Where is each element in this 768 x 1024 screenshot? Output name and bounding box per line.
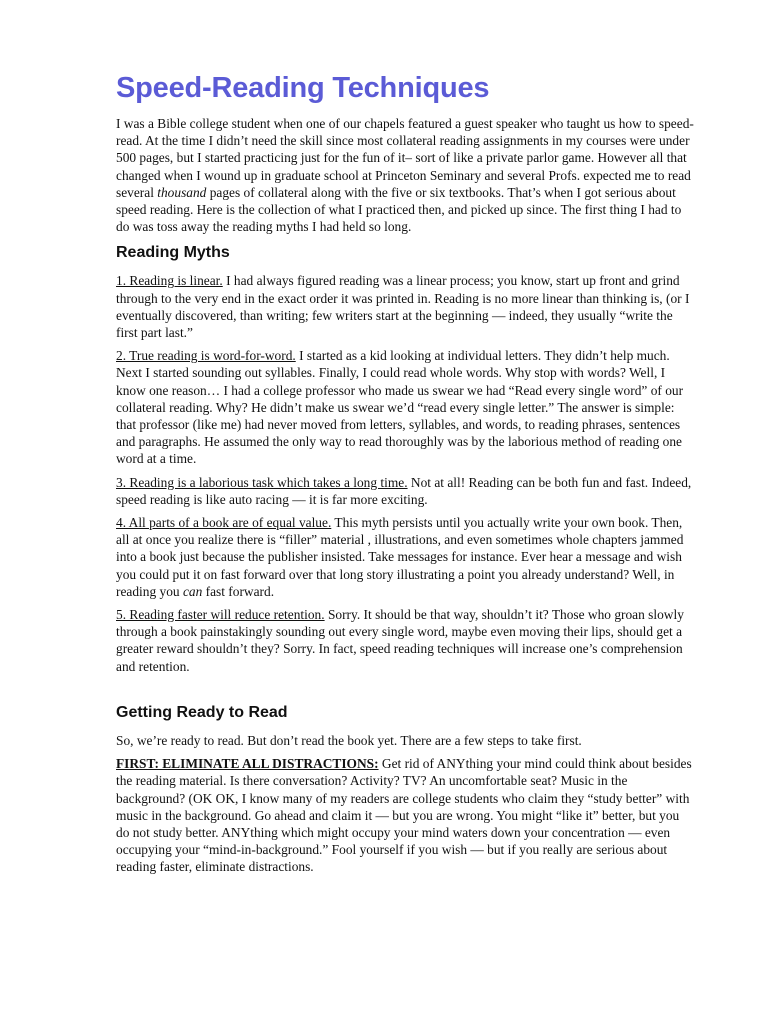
getting-ready-intro: So, we’re ready to read. But don’t read the book yet. There are a few steps to take first. (116, 732, 582, 748)
myth-paragraph-4 (116, 514, 694, 600)
myth-body-2: I started as a kid looking at individual letters. They didn’t help much. Next I started sounding out syllables. Finally, I could read whole words. Why stop with words? Well, I know one reason… I had a college professor who made us swear we had “Read every single word” of our collateral reading. Why? He didn’t make us swear we’d “read every single letter.” The answer is simple: that professor (like me) had never moved from letters, syllables, and words, to reading phrases, sentences and paragraphs. He assumed the only way to read thoroughly was by the laborious method of reading one word at a time. (116, 348, 684, 467)
myth-lead-2: 2. True reading is word-for-word. (116, 348, 296, 364)
myth-lead-3: 3. Reading is a laborious task which takes a long time. (116, 474, 408, 490)
myth-body-4: This myth persists until you actually write your own book. Then, all at once you realize there is “filler” material , illustrations, and even sometimes whole chapters jammed into a book just because the publisher insisted. Take messages for instance. Ever hear a message and wish you could put it on fast forward over that long story illustrating a point you already understand? Well, in reading you (116, 515, 684, 599)
page-title: Speed-Reading Techniques (116, 72, 490, 104)
step-lead-first: FIRST: ELIMINATE ALL DISTRACTIONS: (116, 756, 379, 772)
section-heading-getting-ready: Getting Ready to Read (116, 703, 288, 721)
myth-body-1: I had always figured reading was a linear process; you know, start up front and grind through to the very end in the exact order it was printed in. Reading is no more linear than thinking is, (or I eventually discovered, than writing; few writers start at the beginning — indeed, they usually “write the first part last.” (116, 273, 690, 341)
myth-paragraph-3 (116, 474, 694, 508)
step-paragraph-first (116, 755, 694, 875)
intro-emphasis: thousand (157, 184, 207, 200)
myth-tail-4: fast forward. (202, 583, 275, 599)
myth-paragraph-2 (116, 347, 694, 467)
intro-paragraph (116, 115, 694, 235)
intro-text-a: I was a Bible college student when one of our chapels featured a guest speaker who taught us how to speed-read. At the time I didn’t need the skill since most collateral reading assignments in my courses were under 500 pages, but I started practicing just for the fun of it– sort of like a private parlor game. However all that changed when I wound up in graduate school at Princeton Seminary and several Profs. expected me to read several (116, 116, 694, 200)
myth-body-3: Not at all! Reading can be both fun and fast. Indeed, speed reading is like auto racing — it is far more exciting. (116, 474, 692, 507)
myth-emphasis-4: can (182, 583, 203, 599)
intro-text-b: pages of collateral along with the five or six textbooks. That’s when I got serious about speed reading. Here is the collection of what I practiced then, and picked up since. The first thing I had to do was toss away the reading myths I had held so long. (116, 184, 682, 235)
myth-lead-5: 5. Reading faster will reduce retention. (116, 607, 325, 623)
myth-lead-1: 1. Reading is linear. (116, 273, 223, 289)
myth-paragraph-5 (116, 606, 694, 675)
myth-paragraph-1 (116, 272, 694, 341)
section-heading-reading-myths: Reading Myths (116, 244, 230, 262)
myth-lead-4: 4. All parts of a book are of equal value. (116, 515, 332, 531)
document-page (116, 70, 694, 882)
step-body-first: Get rid of ANYthing your mind could think about besides the reading material. Is there conversation? Activity? TV? An uncomfortable seat? Music in the background? (OK OK, I know many of my readers are college students who claim they “study better” with music in the background. Go ahead and claim it — but you are wrong. You might “like it” better, but you do not study better. ANYthing which might occupy your mind waters down your concentration — even occupying your “mind-in-background.” Fool yourself if you wish — but if you really are serious about reading faster, eliminate distractions. (116, 756, 692, 875)
myth-body-5: Sorry. It should be that way, shouldn’t it? Those who groan slowly through a book painstakingly sounding out every single word, maybe even moving their lips, should get a greater reward shouldn’t they? Sorry. In fact, speed reading techniques will increase one’s comprehension and retention. (116, 607, 684, 674)
